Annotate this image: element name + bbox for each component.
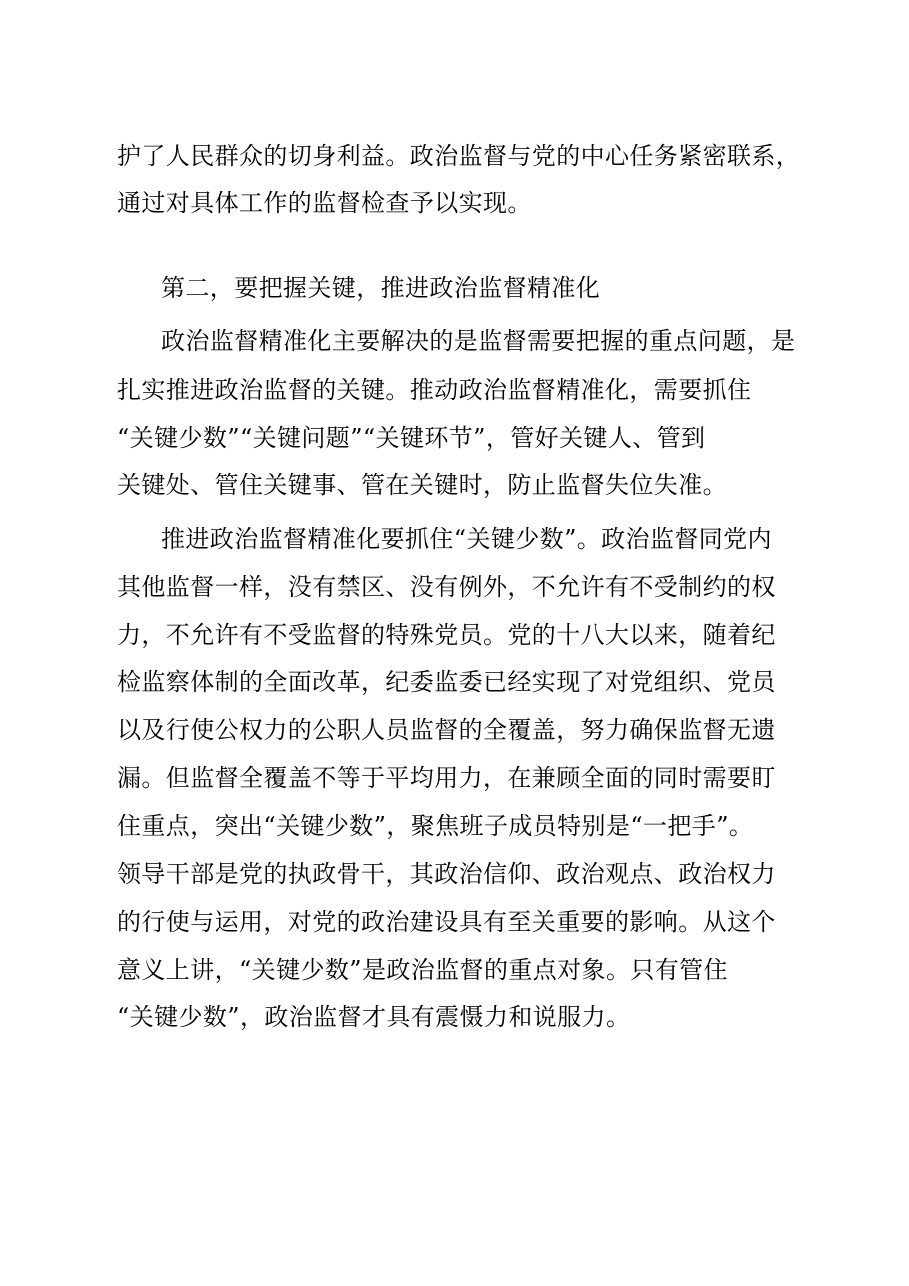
section-heading: 第二，要把握关键，推进政治监督精准化 xyxy=(161,274,601,302)
paragraph-line: 领导干部是党的执政骨干，其政治信仰、政治观点、政治权力 xyxy=(117,860,776,888)
paragraph-line: 其他监督一样，没有禁区、没有例外，不允许有不受制约的权 xyxy=(117,573,776,601)
paragraph-line: 政治监督精准化主要解决的是监督需要把握的重点问题，是 xyxy=(161,327,796,355)
paragraph-line: “关键少数”，政治监督才具有震慑力和说服力。 xyxy=(117,1003,631,1031)
paragraph-line: 的行使与运用，对党的政治建设具有至关重要的影响。从这个 xyxy=(117,908,776,936)
paragraph-line: 意义上讲，“关键少数”是政治监督的重点对象。只有管住 xyxy=(117,956,728,984)
paragraph-line: 扎实推进政治监督的关键。推动政治监督精准化，需要抓住 xyxy=(117,376,752,404)
paragraph-line: 漏。但监督全覆盖不等于平均用力，在兼顾全面的同时需要盯 xyxy=(117,764,776,792)
paragraph-line: “关键少数”“关键问题”“关键环节”，管好关键人、管到 xyxy=(117,424,706,452)
paragraph-line: 力，不允许有不受监督的特殊党员。党的十八大以来，随着纪 xyxy=(117,621,776,649)
paragraph-line: 护了人民群众的切身利益。政治监督与党的中心任务紧密联系， xyxy=(117,142,801,170)
paragraph-line: 关键处、管住关键事、管在关键时，防止监督失位失准。 xyxy=(117,471,727,499)
paragraph-line: 住重点，突出“关键少数”，聚焦班子成员特别是“一把手”。 xyxy=(117,812,754,840)
paragraph-line: 以及行使公权力的公职人员监督的全覆盖，努力确保监督无遗 xyxy=(117,716,776,744)
paragraph-line: 通过对具体工作的监督检查予以实现。 xyxy=(117,189,532,217)
paragraph-line: 推进政治监督精准化要抓住“关键少数”。政治监督同党内 xyxy=(161,525,772,553)
paragraph-line: 检监察体制的全面改革，纪委监委已经实现了对党组织、党员 xyxy=(117,668,776,696)
